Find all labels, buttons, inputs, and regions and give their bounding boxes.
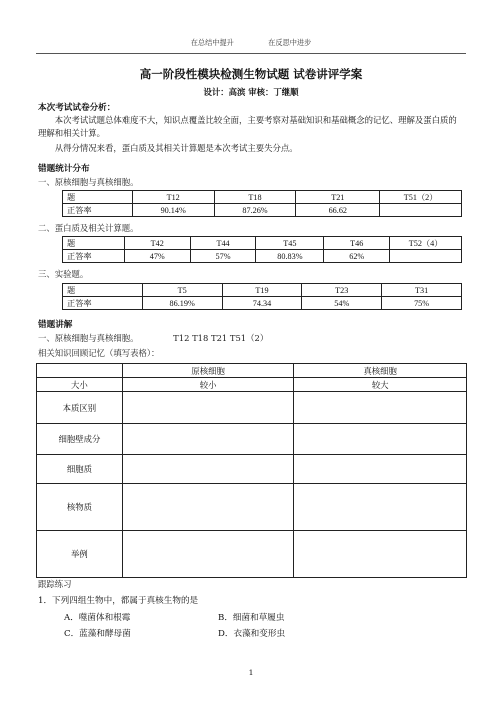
table-cell: T5 — [142, 284, 222, 297]
analysis-para-1: 本次考试试题总体难度不大，知识点覆盖比较全面，主要考察对基础知识和基础概念的记忆、理解及蛋白质的理解和相关计算。 — [38, 115, 457, 138]
table-cell: T42 — [124, 237, 190, 250]
table-cell: T23 — [302, 284, 382, 297]
explain-heading: 错题讲解 — [38, 320, 73, 330]
table-row — [37, 424, 467, 455]
table-row — [37, 392, 467, 424]
table-cell: 66.62 — [296, 204, 380, 217]
explain-line-1-topic: 一、原核细胞与真核细胞。 — [38, 333, 139, 343]
table-cell: 题 — [63, 284, 143, 297]
fill-in-cell[interactable] — [122, 455, 294, 484]
table-cell: 正答率 — [63, 250, 125, 263]
table-cell: 87.26% — [214, 204, 296, 217]
table-row — [63, 250, 462, 263]
table-row — [63, 284, 462, 297]
table-cell: 54% — [302, 297, 382, 310]
table-row — [63, 204, 462, 217]
fill-in-cell[interactable] — [294, 484, 467, 531]
size-eukaryote: 较大 — [294, 378, 467, 392]
table-cell: T12 — [132, 191, 214, 204]
fill-in-cell[interactable] — [122, 392, 294, 424]
stats-section-2-title: 二、蛋白质及相关计算题。 — [38, 223, 139, 233]
stats-table-1 — [62, 190, 462, 217]
explain-line-2: 相关知识回顾记忆（填写表格）： — [38, 348, 160, 358]
table-cell: T52（4） — [390, 237, 462, 250]
table-cell: 62% — [324, 250, 390, 263]
row-label: 本质区别 — [37, 392, 123, 424]
fill-in-cell[interactable] — [122, 424, 294, 455]
fill-in-cell[interactable] — [294, 531, 467, 578]
table-cell: 题 — [63, 191, 133, 204]
table-cell: 47% — [124, 250, 190, 263]
fill-in-cell[interactable] — [294, 455, 467, 484]
table-cell: T19 — [222, 284, 302, 297]
row-label: 举例 — [37, 531, 123, 578]
col-header-prokaryote: 原核细胞 — [122, 364, 294, 378]
page-header — [0, 38, 502, 48]
table-cell: 90.14% — [132, 204, 214, 217]
fill-in-cell[interactable] — [294, 424, 467, 455]
table-cell: T45 — [256, 237, 324, 250]
table-cell: 正答率 — [63, 204, 133, 217]
col-header-eukaryote: 真核细胞 — [294, 364, 467, 378]
option-b[interactable]: B．细菌和草履虫 — [218, 613, 285, 623]
table-cell: T18 — [214, 191, 296, 204]
row-label: 细胞质 — [37, 455, 123, 484]
table-cell: 86.19% — [142, 297, 222, 310]
page-subtitle: 设计：高滨 审核：丁继顺 — [203, 87, 299, 97]
table-cell: 正答率 — [63, 297, 143, 310]
analysis-para-2: 从得分情况来看，蛋白质及其相关计算题是本次考试主要失分点。 — [54, 143, 298, 153]
table-cell: 题 — [63, 237, 125, 250]
table-cell: T51（2） — [380, 191, 462, 204]
stats-table-2 — [62, 236, 462, 263]
stats-heading: 错题统计分布 — [38, 164, 90, 174]
row-label: 细胞壁成分 — [37, 424, 123, 455]
row-label-size: 大小 — [37, 378, 123, 392]
fill-in-cell[interactable] — [122, 531, 294, 578]
table-row — [37, 455, 467, 484]
fill-in-cell[interactable] — [122, 484, 294, 531]
table-row — [63, 237, 462, 250]
table-row — [37, 364, 467, 378]
explain-line-1-questions: T12 T18 T21 T51（2） — [173, 333, 269, 343]
header-left-text: 在总结中提升 — [190, 38, 234, 47]
header-rule — [36, 53, 466, 54]
table-cell: 75% — [382, 297, 462, 310]
table-cell — [380, 204, 462, 217]
row-label: 核物质 — [37, 484, 123, 531]
practice-heading: 跟踪练习 — [38, 579, 72, 589]
option-d[interactable]: D．衣藻和变形虫 — [218, 629, 286, 639]
stats-section-3-title: 三、实验题。 — [38, 269, 89, 279]
table-cell: T31 — [382, 284, 462, 297]
table-row — [63, 297, 462, 310]
explain-line-1 — [38, 332, 268, 344]
header-right-text: 在反思中进步 — [268, 38, 312, 47]
practice-question: 1．下列四组生物中，都属于真核生物的是 — [38, 596, 199, 606]
table-cell: 80.83% — [256, 250, 324, 263]
table-cell: T21 — [296, 191, 380, 204]
knowledge-table — [36, 363, 467, 578]
page-title: 高一阶段性模块检测生物试题 试卷讲评学案 — [139, 67, 363, 81]
page-number: 1 — [248, 668, 254, 677]
analysis-heading: 本次考试试卷分析： — [38, 103, 116, 113]
table-cell: 57% — [190, 250, 256, 263]
table-row — [37, 484, 467, 531]
table-row — [37, 378, 467, 392]
table-cell: 74.34 — [222, 297, 302, 310]
table-row — [63, 191, 462, 204]
option-a[interactable]: A．噬菌体和根霉 — [64, 613, 131, 623]
fill-in-cell[interactable] — [294, 392, 467, 424]
table-cell: T44 — [190, 237, 256, 250]
stats-section-1-title: 一、原核细胞与真核细胞。 — [38, 177, 139, 187]
table-cell-empty — [37, 364, 123, 378]
size-prokaryote: 较小 — [122, 378, 294, 392]
option-c[interactable]: C．蓝藻和酵母菌 — [64, 629, 131, 639]
table-cell — [390, 250, 462, 263]
stats-table-3 — [62, 283, 462, 310]
table-cell: T46 — [324, 237, 390, 250]
table-row — [37, 531, 467, 578]
